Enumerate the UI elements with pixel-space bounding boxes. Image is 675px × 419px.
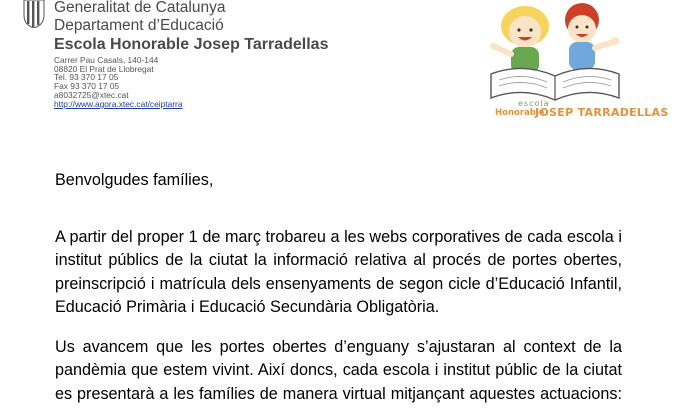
- address-city: 08820 El Prat de Llobregat: [54, 63, 154, 74]
- paragraph-2-line: pandèmia que estem vivint. Així doncs, cada escola i institut públic de la ciutat: [55, 361, 622, 380]
- logo-text-name: JOSEP TARRADELLAS: [535, 106, 669, 119]
- logo-text-honorable: Honorable: [495, 108, 545, 118]
- paragraph-1-line: preinscripció i matrícula dels ensenyaments de segon cicle d’Educació Infantil,: [55, 274, 622, 293]
- paragraph-2-line: es presentarà a les famílies de manera virtual mitjançant aquestes actuacions:: [55, 384, 622, 403]
- paragraph-1: [55, 226, 622, 319]
- government-name: Generalitat de Catalunya: [54, 0, 226, 16]
- paragraph-1-line: A partir del proper 1 de març trobareu a les webs corporatives de cada escola i: [55, 228, 622, 246]
- paragraph-1-line: Educació Primària i Educació Secundària Obligatòria.: [55, 297, 440, 316]
- logo-right-child-face: [568, 15, 596, 43]
- department-name: Departament d’Educació: [54, 17, 224, 34]
- generalitat-emblem-icon: [23, 0, 45, 28]
- fax-number: Fax 93 370 17 05: [54, 80, 120, 91]
- logo-text-escola: escola: [518, 99, 550, 108]
- logo-left-child-face: [509, 16, 541, 48]
- school-name: Escola Honorable Josep Tarradellas: [54, 36, 329, 53]
- phone-number: Tel. 93 370 17 05: [54, 72, 119, 83]
- email-address: a8032725@xtec.cat: [54, 90, 129, 100]
- logo-right-child-body: [569, 42, 595, 70]
- address-street: Carrer Pau Casals, 140-144: [54, 55, 159, 65]
- paragraph-1-line: institut públics de la ciutat la informació relativa al procés de portes obertes,: [55, 251, 622, 270]
- greeting: Benvolgudes famílies,: [55, 171, 214, 189]
- website-link[interactable]: http://www.agora.xtec.cat/ceiptarra: [54, 99, 183, 109]
- paragraph-2: [55, 336, 622, 406]
- paragraph-2-line: Us avancem que les portes obertes d’enguany s’ajustaran al context de la: [55, 338, 622, 356]
